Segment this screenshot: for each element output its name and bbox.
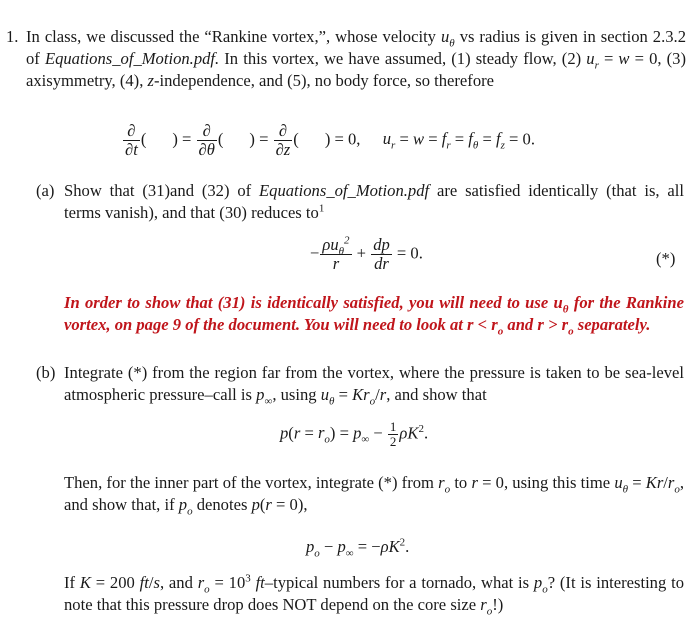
doc-reference: Equations_of_Motion.pdf. <box>44 49 220 68</box>
part-b-final-text: If K = 200 ft/s, and $r_o = 10^3$ ft–typical numbers for a tornado, what is $p_o$? (It is interesting to note that this pressure drop does NOT depend on the core size $r_o$!) <box>64 572 684 618</box>
problem-number: 1. <box>6 27 19 46</box>
part-b-text: Integrate (*) from the region far from the vortex, where the pressure is taken to be sea-level atmospheric pressure–call is $p_\infty$, using $u_\theta = Kr_o/r$, and show that <box>64 363 684 408</box>
part-b-label: (b) <box>36 363 56 382</box>
core-pressure-equation: $p_o - p_\infty = -\rho K^2$. <box>306 536 410 560</box>
equation-tag: (*) <box>656 249 676 268</box>
derivative-equation: $\frac{\partial}{\partial t}$ ( ) = $\frac{\partial}{\partial\theta}$ ( ) = $\frac{\partial}{\partial z}$ ( ) = 0, $u_r = w = f_r = f_\theta = f_z = 0$. <box>125 121 535 159</box>
footnote-mark: 1 <box>318 202 325 215</box>
part-a-text: Show that (31)and (32) of Equations_of_Motion.pdf are satisfied identically (that is, all terms vanish), and that (30) reduces $to^1$ <box>64 181 685 222</box>
problem-intro: In class, we discussed the “Rankine vortex,”, whose velocity $u_\theta$ vs radius is given in section 2.3.2 of Equations_of_Motion.pdf. In this vortex, we have assumed, (1) steady flow, (2) $u_r = w = 0$, (3) axisymmetry, (4), z-independence, and (5), no body force, so therefore <box>26 27 686 90</box>
part-a-label: (a) <box>36 181 55 200</box>
part-b-inner-text: Then, for the inner part of the vortex, integrate (*) from $r_o$ to r = 0, using this time $u_\theta = Kr/r_o$, and show that, if $p_o$ denotes p(r = 0), <box>64 473 685 518</box>
outer-pressure-equation: $p(r = r_o) = p_\infty$ − $\frac{1}{2}$ $\rho K^2$. <box>280 419 429 449</box>
star-equation: − $\frac{\rho u_\theta^2}{r}$ + $\frac{dp}{dr}$ = 0. <box>310 234 423 273</box>
doc-reference: Equations_of_Motion.pdf <box>259 181 430 200</box>
hint-text: In order to show that (31) is identically satisfied, you will need to use $u_\theta$ for the Rankine vortex, on page 9 of the document. You will need to look at $r < r_o$ and $r > r_o$ separately. <box>64 293 684 338</box>
